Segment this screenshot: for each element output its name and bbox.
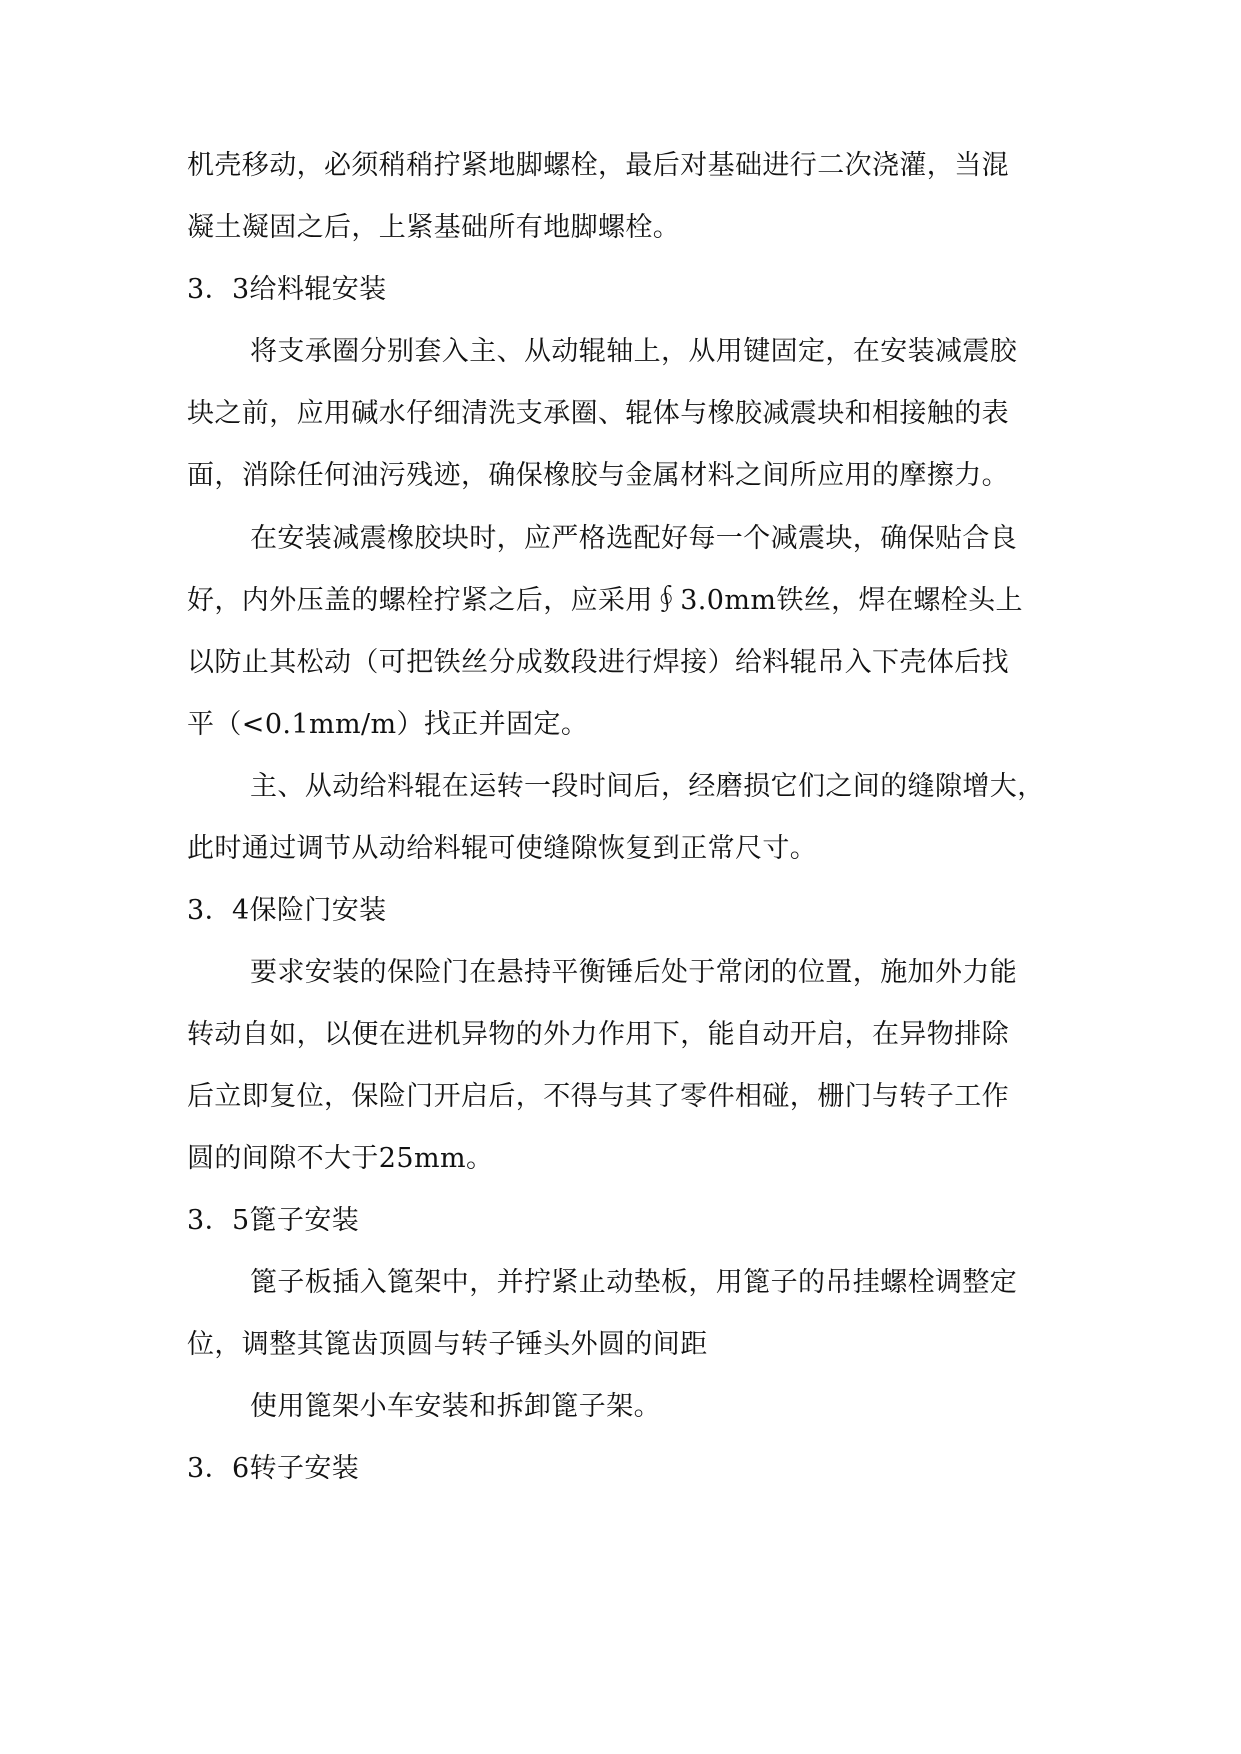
section-heading-3-3: 3．3给料辊安装	[187, 274, 387, 305]
paragraph-line: 后立即复位，保险门开启后，不得与其了零件相碰，栅门与转子工作	[187, 1081, 1009, 1112]
paragraph-line: 面，消除任何油污残迹，确保橡胶与金属材料之间所应用的摩擦力。	[187, 460, 1009, 491]
paragraph-line: 机壳移动，必须稍稍拧紧地脚螺栓，最后对基础进行二次浇灌，当混	[187, 150, 1009, 181]
paragraph-line: 好，内外压盖的螺栓拧紧之后，应采用∮3.0mm铁丝，焊在螺栓头上	[187, 585, 1023, 616]
paragraph-line: 以防止其松动（可把铁丝分成数段进行焊接）给料辊吊入下壳体后找	[187, 647, 1009, 678]
paragraph-line: 要求安装的保险门在悬持平衡锤后处于常闭的位置，施加外力能	[250, 957, 1018, 988]
paragraph-line: 将支承圈分别套入主、从动辊轴上，从用键固定，在安装减震胶	[250, 336, 1018, 367]
section-heading-3-5: 3．5篦子安装	[187, 1205, 360, 1236]
paragraph-line: 位，调整其篦齿顶圆与转子锤头外圆的间距	[187, 1329, 708, 1360]
paragraph-line: 主、从动给料辊在运转一段时间后，经磨损它们之间的缝隙增大，	[250, 771, 1045, 802]
paragraph-line: 平（<0.1mm/m）找正并固定。	[187, 709, 589, 740]
paragraph-line: 在安装减震橡胶块时，应严格选配好每一个减震块，确保贴合良	[250, 523, 1018, 554]
paragraph-line: 转动自如，以便在进机异物的外力作用下，能自动开启，在异物排除	[187, 1019, 1009, 1050]
section-heading-3-4: 3．4保险门安装	[187, 895, 387, 926]
paragraph-line: 此时通过调节从动给料辊可使缝隙恢复到正常尺寸。	[187, 833, 818, 864]
paragraph-line: 圆的间隙不大于25mm。	[187, 1143, 494, 1174]
paragraph-line: 凝土凝固之后，上紧基础所有地脚螺栓。	[187, 212, 681, 243]
paragraph-line: 块之前，应用碱水仔细清洗支承圈、辊体与橡胶减震块和相接触的表	[187, 398, 1009, 429]
paragraph-line: 使用篦架小车安装和拆卸篦子架。	[250, 1391, 661, 1422]
paragraph-line: 篦子板插入篦架中，并拧紧止动垫板，用篦子的吊挂螺栓调整定	[250, 1267, 1018, 1298]
section-heading-3-6: 3．6转子安装	[187, 1453, 360, 1484]
